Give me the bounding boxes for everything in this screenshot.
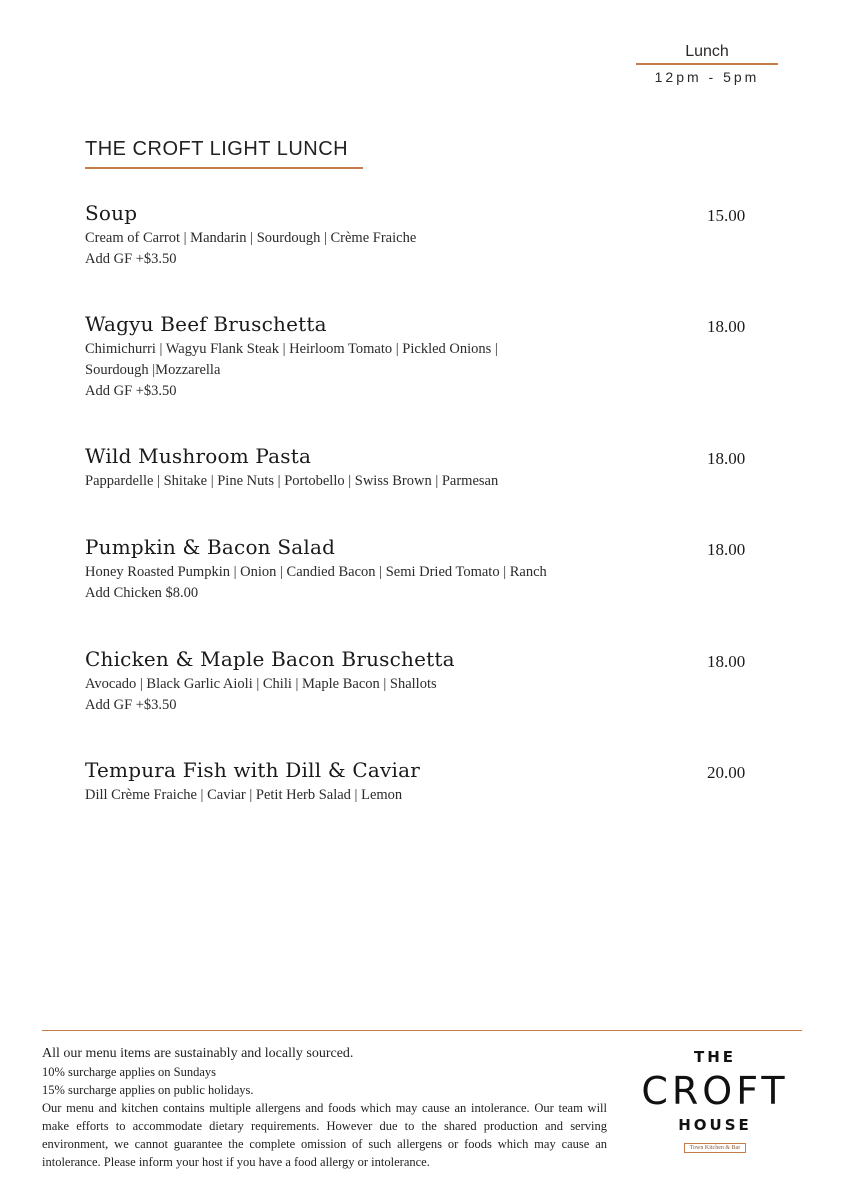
menu-item-description-line: Add GF +$3.50 <box>85 383 177 399</box>
menu-item-description-line: Add Chicken $8.00 <box>85 585 199 601</box>
section-title: THE CROFT LIGHT LUNCH <box>85 138 349 160</box>
menu-item-price: 18.00 <box>707 540 746 559</box>
sourcing-note: All our menu items are sustainably and locally sourced. <box>42 1046 354 1061</box>
service-hours <box>636 42 778 85</box>
menu-item-name: Tempura Fish with Dill & Caviar <box>85 758 421 782</box>
menu-item-name: Wild Mushroom Pasta <box>85 444 312 468</box>
service-hours-text: 12pm - 5pm <box>654 69 760 85</box>
logo-tagline: Town Kitchen & Bar <box>684 1143 746 1153</box>
menu-item-price: 18.00 <box>707 449 746 468</box>
menu-item <box>85 646 765 716</box>
menu-item-description <box>85 674 765 716</box>
menu-item-description-line: Add GF +$3.50 <box>85 251 177 267</box>
menu-item-description-line: Sourdough |Mozzarella <box>85 362 221 378</box>
menu-item <box>85 757 765 806</box>
menu-item-description-line: Chimichurri | Wagyu Flank Steak | Heirloom Tomato | Pickled Onions | <box>85 341 498 357</box>
menu-item-name: Soup <box>85 201 138 225</box>
logo-the: THE <box>693 1048 737 1066</box>
menu-item-description-line: Add GF +$3.50 <box>85 697 177 713</box>
holiday-surcharge-note: 15% surcharge applies on public holidays. <box>42 1083 254 1097</box>
meal-label: Lunch <box>685 43 729 60</box>
section-title-divider <box>85 167 363 169</box>
menu-item-description <box>85 339 765 402</box>
menu-item-price: 15.00 <box>707 206 746 225</box>
sunday-surcharge-note: 10% surcharge applies on Sundays <box>42 1065 217 1079</box>
menu-item <box>85 534 765 604</box>
allergen-notice: Our menu and kitchen contains multiple allergens and foods which may cause an intolerance. Our team will make efforts to accommodate dietary requirements. However due to the shared production and serving environment, we cannot guarantee the complete omission of such allergens or foods which may cause an intolerance. Please inform your host if you have a food allergy or intolerance. <box>42 1101 607 1169</box>
menu-item-name: Pumpkin & Bacon Salad <box>85 535 336 559</box>
menu-item-description-line: Pappardelle | Shitake | Pine Nuts | Portobello | Swiss Brown | Parmesan <box>85 473 499 489</box>
menu-item-description <box>85 562 765 604</box>
footer-divider <box>42 1030 802 1031</box>
menu-item-price: 18.00 <box>707 652 746 671</box>
logo-croft: CROFT <box>641 1069 789 1113</box>
croft-house-logo <box>632 1048 798 1153</box>
menu-item <box>85 200 765 270</box>
menu-item <box>85 311 765 402</box>
menu-item <box>85 443 765 492</box>
footer-notes <box>42 1045 607 1171</box>
menu-item-description <box>85 785 765 806</box>
menu-item-description-line: Honey Roasted Pumpkin | Onion | Candied Bacon | Semi Dried Tomato | Ranch <box>85 564 547 580</box>
menu-item-description-line: Avocado | Black Garlic Aioli | Chili | Maple Bacon | Shallots <box>85 676 437 692</box>
menu-item-description <box>85 471 765 492</box>
menu-item-price: 18.00 <box>707 317 746 336</box>
logo-house: HOUSE <box>678 1116 752 1134</box>
menu-item-name: Chicken & Maple Bacon Bruschetta <box>85 647 455 671</box>
menu-item-name: Wagyu Beef Bruschetta <box>85 312 327 336</box>
menu-item-description-line: Cream of Carrot | Mandarin | Sourdough | Crème Fraiche <box>85 230 417 246</box>
menu-item-description-line: Dill Crème Fraiche | Caviar | Petit Herb Salad | Lemon <box>85 787 403 803</box>
menu-item-price: 20.00 <box>707 763 746 782</box>
menu-item-description <box>85 228 765 270</box>
meal-label-divider <box>636 63 778 65</box>
